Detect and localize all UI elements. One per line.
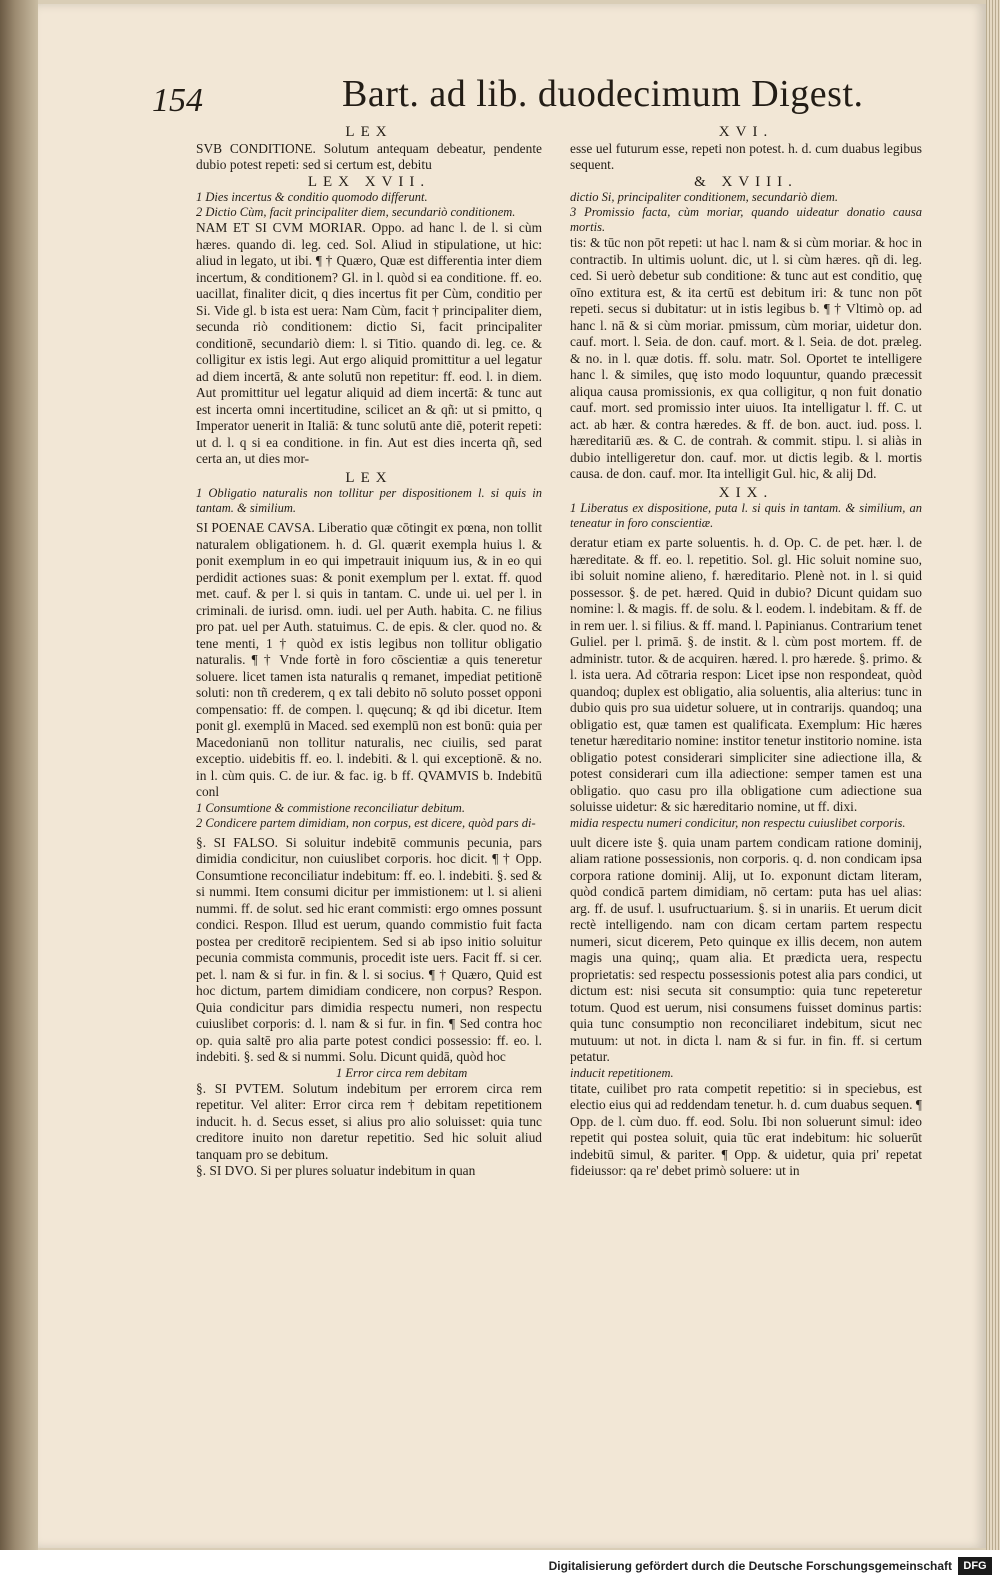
summary-line: 1 Dies incertus & conditio quomodo differunt.: [196, 190, 428, 204]
summary-line: 1 Error circa rem debitam: [336, 1065, 468, 1080]
summary-line: inducit repetitionem.: [570, 1065, 674, 1080]
paragraph: SVB CONDITIONE. Solutum antequam debeatur, pendente dubio potest repeti: sed si certum est, debitu: [196, 140, 542, 172]
right-column: [570, 124, 922, 1180]
paragraph: §. SI FALSO. Si soluitur indebitē communis pecunia, pars dimidia condicitur, non cuiuslibet corporis. hoc dicit. ¶ † Opp. Consumtione reconciliatur indebitum: ff. eo. l. indebiti. §. sed & si nummi. Item consumi dicitur per immistionem: ut l. si alieni nummi. ff. de solut. sed hic erant commisti: ergo omnes possunt condici. Respon. Illud est uerum, quando commistio fuit facta postea per creditorē recipientem. Sed si ab ipso initio soluitur pecunia commista communis, procedit iste uers. Facit ff. si cer. pet. l. nam & si fur. in fin. & l. si socius. ¶ † Quæro, Quid est hoc dictum, partem dimidiam condicere, non corpus? Respon. Quia condicitur pars dimidia respectu numeri, non respectu cuiuslibet corporis: d. l. nam & si fur. in fin. ¶ Sed contra hoc op. quia saltē pro alia parte potest condici possessio: ff. eo. l. indebiti. §. sed & si nummi. Solu. Dicunt quidā, quòd hoc: [196, 834, 542, 1064]
lex-heading: XIX.: [718, 484, 774, 501]
paragraph: NAM ET SI CVM MORIAR. Oppo. ad hanc l. de l. si cùm hæres. quando di. leg. ced. Sol. Aliud in stipulatione, ut hic: aliud in legato, ut ibi. ¶ † Quæro, Quæ est differentia inter diem incertum, & conditionem? Gl. in l. quòd si ea conditione. ff. eo. uacillat, finaliter dicit, q dies incertus fit per Cùm, conditio per Si. Vide gl. b ista est uera: Nam Cùm, facit † principaliter diem, secunda riò conditionem: dictio Si, facit principaliter conditionē, secundariò diem: l. si Titio. quando di. leg. ce. & colligitur ex istis legi. Aut ergo aliquid promittitur a uel legatur ad diem incertā, & ante solutū non repetitur: ff. eod. l. in diem. Aut promittitur uel legatur aliquid ad diem incertā: & tunc aut est incerta omni incertitudine, scilicet an & qñ: ut si pmitto, q Imperator uenerit in Italiā: & tunc solutū ante diē, poterit repeti: ut d. l. q si ea conditione. in fin. Aut est dies incerta qñ, sed certa an, ut dies mor-: [196, 220, 542, 466]
left-column: [196, 124, 542, 1180]
summary-line: 3 Promissio facta, cùm moriar, quando uideatur donatio causa mortis.: [570, 205, 922, 234]
paragraph: esse uel futurum esse, repeti non potest. h. d. cum duabus legibus sequent.: [570, 140, 922, 172]
summary-line: 1 Liberatus ex dispositione, puta l. si quis in tantam. & similium, an teneatur in foro conscientiæ.: [570, 501, 922, 530]
paragraph: tis: & tūc non pōt repeti: ut hac l. nam & si cùm moriar. & hoc in contractib. In ultimis uolunt. dic, ut l. si cùm hæres. qñ di. leg. ced. Si uerò debetur sub conditione: & tunc aut est conditio, quę oīno extitura est, & ita certū est debitum iri: & tunc non pōt repeti. secus si dubitatur: ut in istis legibus b. ¶ † Vltimò op. ad hanc l. nā & si cùm moriar. pmissum, cùm moriar, uidetur don. cauf. mort. l. Seia. de don. cauf. mort. & l. Seia. de dot. præleg. & no. in l. quæ dotis. ff. solu. matr. Sol. Oportet te intelligere hanc l. & similes, quę isto modo loquuntur, quando præcessit aliqua causa promissionis, ex qua colligitur, q non fuit donatio cauf. mort. sed promissio inter uiuos. Ita intelligatur l. ff. C. ut act. ab hær. & contra hæredes. & ff. de bon. auct. iud. poss. l. hæreditariū æs. & C. de contrah. & commit. stipu. l. si aliàs in dubio intelligeretur don. cauf. mor. ut dictis legib. & l. mortis causa. de don. cauf. mor. Ita intelligit Gul. hic, & alij Dd.: [570, 235, 922, 481]
digitization-footer: [0, 1550, 1000, 1584]
lex-heading: LEX: [345, 124, 393, 140]
paragraph: §. SI DVO. Si per plures soluatur indebitum in quan: [196, 1163, 476, 1178]
summary-line: midia respectu numeri condicitur, non respectu cuiuslibet corporis.: [570, 815, 906, 830]
summary-line: dictio Si, principaliter conditionem, secundariò diem.: [570, 190, 839, 204]
running-title: Bart. ad lib. duodecimum Digest.: [342, 73, 864, 115]
paragraph: titate, cuilibet pro rata competit repetitio: si in speciebus, est electio eius qui ad reddendam tenetur. h. d. cum duabus sequen. ¶ Opp. de l. cùm duo. ff. eod. Solu. Ibi non soluerunt simul: ideo repetit qui postea soluit, quia tūc erat indebitum: hic soluerūt indebitū simul, & pariter. ¶ Opp. & uidetur, quia pri' repetat fideiussor: qa re' debet primò soluere: ut in: [570, 1080, 922, 1178]
summary-line: 1 Obligatio naturalis non tollitur per dispositionem l. si quis in tantam. & similium.: [196, 486, 542, 515]
lex-heading: & XVIII.: [694, 173, 798, 190]
book-spine: [0, 0, 38, 1550]
summary-line: 1 Consumtione & commistione reconciliatur debitum.: [196, 800, 465, 815]
lex-heading: LEX: [345, 469, 393, 486]
paragraph: §. SI PVTEM. Solutum indebitum per errorem circa rem repetitur. Vel aliter: Error circa rem † debitam repetitionem inducit. h. d. Secus esset, si alius pro alio soluisset: quia tunc creditore inuito non daretur repetitio. Sed hic soluit aliud tanquam pro se debitum.: [196, 1080, 542, 1162]
paragraph: deratur etiam ex parte soluentis. h. d. Op. C. de pet. hær. l. de hæreditate. & ff. eo. l. repetitio. Sol. gl. Hic soluit nomine suo, ibi soluit nomine alieno, f. hæreditario. Plenè not. in l. si quid possessor. §. de pet. hæred. Quid in dubio? Dicunt quidam suo nomine: l. & magis. ff. de solu. & l. eodem. l. indebitam. & ff. de in rem uer. l. si filius. & ff. mand. l. Papinianus. Contrarium tenet Guliel. per l. primā. §. de instit. & l. cùm post mortem. ff. de administr. tutor. & de acquiren. hæred. l. pro hærede. §. primo. & l. ista uera. Ad cōtraria respon: Licet ipse non respondeat, quòd quandoq; duplex est obligatio, alia soluentis, alia alterius: tunc in dubio quis pro sua uidetur soluere, ut in contrarijs. quandoq; una obligatio est, quæ tamen est qualificata. Exemplum: Hic hæres tenetur hæreditario nomine: institor tenetur institorio nomine. ista obligatio potest considerari simpliciter sine adiectione illa, & potest considerari cum illa adiectione: semper tamen est una obligatio. quo casu pro illa obligatione cum adiectione sua soluisse uidetur: & sic hæreditario nomine, ut ff. dixi.: [570, 535, 922, 814]
summary-line: 2 Dictio Cùm, facit principaliter diem, secundariò conditionem.: [196, 205, 516, 219]
lex-heading: LEX XVII.: [307, 173, 431, 190]
paragraph: SI POENAE CAVSA. Liberatio quæ cōtingit ex pœna, non tollit naturalem obligationem. h. d. Gl. quærit exempla huius l. & ponit exemplum in eo qui impetrauit iniquum ius, & in eo qui perdidit actiones suas: & ponit exemplum per l. extat. ff. quod met. cauf. & per l. si quis in tantam. C. unde ui. uel per l. in criminali. de iurisd. omn. iudi. uel per Auth. habita. C. ne filius pro pat. uel per Auth. statuimus. C. de epis. & cler. quod no. & tene menti, 1 † quòd ex istis legibus non tollitur obligatio naturalis. ¶ † Vnde fortè in foro cōscientiæ a quis teneretur soluere. licet tamen ista naturalis q remanet, impediat petitionē soluti: non tñ crederem, q ex tali debito nō soluto posset opponi compensatio: ff. de compen. l. quęcunq; & qd ibi dicetur. Item ponit gl. exemplū in Maced. sed exemplū non est bonū: quia per Macedonianū non tollitur naturalis, nec ciuilis, sed parat exceptio. uidebitis ff. eo. l. indebiti. & l. qui exceptionē. & no. in l. cùm quis. C. de iur. & fac. ig. b ff. QVAMVIS b. Indebitū conl: [196, 520, 542, 799]
page-fore-edge: [986, 0, 1000, 1550]
dfg-logo: DFG: [958, 1557, 992, 1575]
summary-line: 2 Condicere partem dimidiam, non corpus, est dicere, quòd pars di-: [196, 815, 536, 830]
funding-credit: Digitalisierung gefördert durch die Deutsche Forschungsgemeinschaft: [548, 1559, 952, 1573]
lex-heading: XVI.: [718, 124, 774, 140]
paragraph: uult dicere iste §. quia unam partem condicam ratione dominij, aliam ratione possessionis, non corporis. q. d. non condicam ipsa corpora ratione dominij. Alij, ut Io. exponunt dictam literam, quòd condicā partem dimidiam, nō certam: puta has uel alias: arg. ff. de usuf. l. usufructuarium. §. si in unariis. Et uerum dicit rectè intelligendo. nam con dicam certam partem respectu numeri, sicut dicerem, Peto quinque ex illis decem, non autem magis una quinq;, quam alia. Et prædicta uera, respectu proprietatis: sed respectu possessionis potest alia pars condici, ut dictum est: nisi secuta sit consumptio: quia tunc repeteretur totum. Quod est uerum, nisi consumens fuisset dominus partis: quia tunc consumptio non reconciliaret indebitum, sicut nec mutuum: ut not. in dicta l. nam & si fur. in fin. ff. si certum petatur.: [570, 834, 922, 1064]
page-number: 154: [152, 82, 203, 119]
